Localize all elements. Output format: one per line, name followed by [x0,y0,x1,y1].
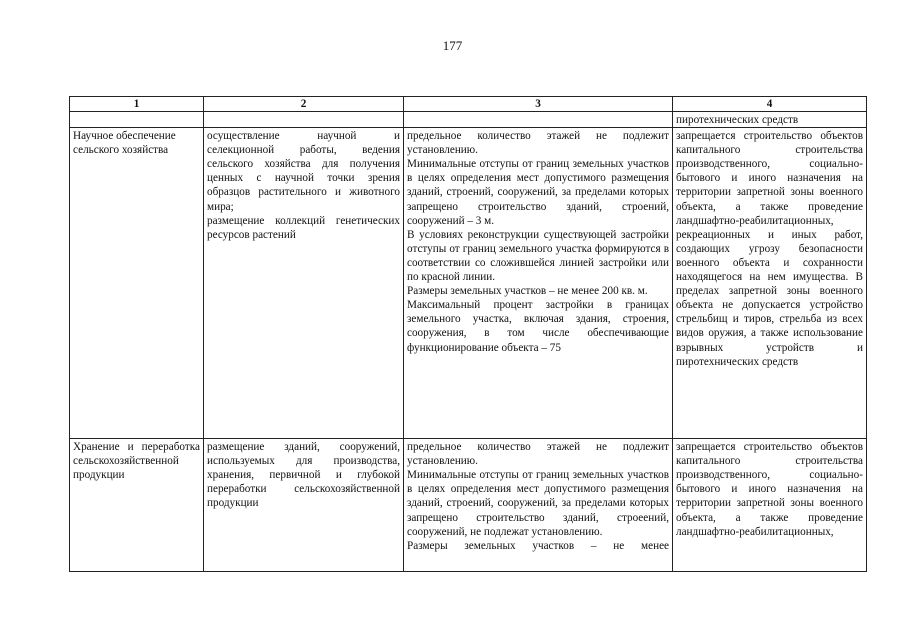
use-description-cell: размещение зданий, сооружений, используемых для производства, хранения, первичной и глубокой переработки сельскохозяйственной продукции [204,439,404,572]
table-row [70,128,867,439]
paragraph: Размеры земельных участков – не менее 200 кв. м. [407,285,648,298]
restrictions-cell: запрещается строительство объектов капитального строительства производственного, социально-бытового и иного назначения на территории запретной зоны военного объекта, а также проведение ландшафтно-реабилитационных, рекреационных и иных работ, создающих угрозу безопасности военного объекта и сохранности находящегося на нем имущества. В пределах запретной зоны военного объекта не допускается устройство стрельбищ и тиров, стрельба из всех видов оружия, а также использование взрывных устройств и пиротехнических средств [673,128,867,439]
restrictions-cell: запрещается строительство объектов капитального строительства производственного, социально-бытового и иного назначения на территории запретной зоны военного объекта, а также проведение ландшафтно-реабилитационных, [673,439,867,572]
table-cell: пиротехнических средств [673,112,867,128]
parameters-cell [404,439,673,572]
use-description-cell [204,128,404,439]
paragraph: Минимальные отступы от границ земельных участков в целях определения мест допустимого размещения зданий, строений, сооружений, за пределами которых запрещено строительство зданий, строеений, сооружений, не подлежат установлению. [407,469,669,538]
use-type-cell: Хранение и переработка сельскохозяйственной продукции [70,439,204,572]
column-header: 3 [404,97,673,112]
paragraph: Размеры земельных участков – не менее [407,539,669,552]
table-cell [204,112,404,128]
column-header: 4 [673,97,867,112]
table-cell [404,112,673,128]
paragraph: предельное количество этажей не подлежит установлению. [407,441,669,468]
regulations-table [69,96,867,572]
parameters-cell [404,128,673,439]
paragraph: В условиях реконструкции существующей застройки отступы от границ земельного участка формируются в соответствии со сложившейся линией застройки или по красной линии. [407,228,669,284]
use-type-cell: Научное обеспечение сельского хозяйства [70,128,204,439]
continuation-row [70,112,867,128]
paragraph: Минимальные отступы от границ земельных участков в целях определения мест допустимого размещения зданий, строений, сооружений, за пределами которых запрещено строительство зданий, строений, сооружений – 3 м. [407,158,669,227]
table-header-row [70,97,867,112]
paragraph: осуществление научной и селекционной работы, ведения сельского хозяйства для получения ценных с научной точки зрения образцов растительного и животного мира; [207,130,400,213]
page-number: 177 [442,38,463,53]
column-header: 1 [70,97,204,112]
table-cell [70,112,204,128]
table-row [70,439,867,572]
paragraph: Максимальный процент застройки в границах земельного участка, включая здания, строения, сооружения, в том числе обеспечивающие функционирование объекта – 75 [407,299,669,354]
column-header: 2 [204,97,404,112]
paragraph: размещение коллекций генетических ресурсов растений [207,214,400,241]
paragraph: предельное количество этажей не подлежит установлению. [407,130,669,157]
